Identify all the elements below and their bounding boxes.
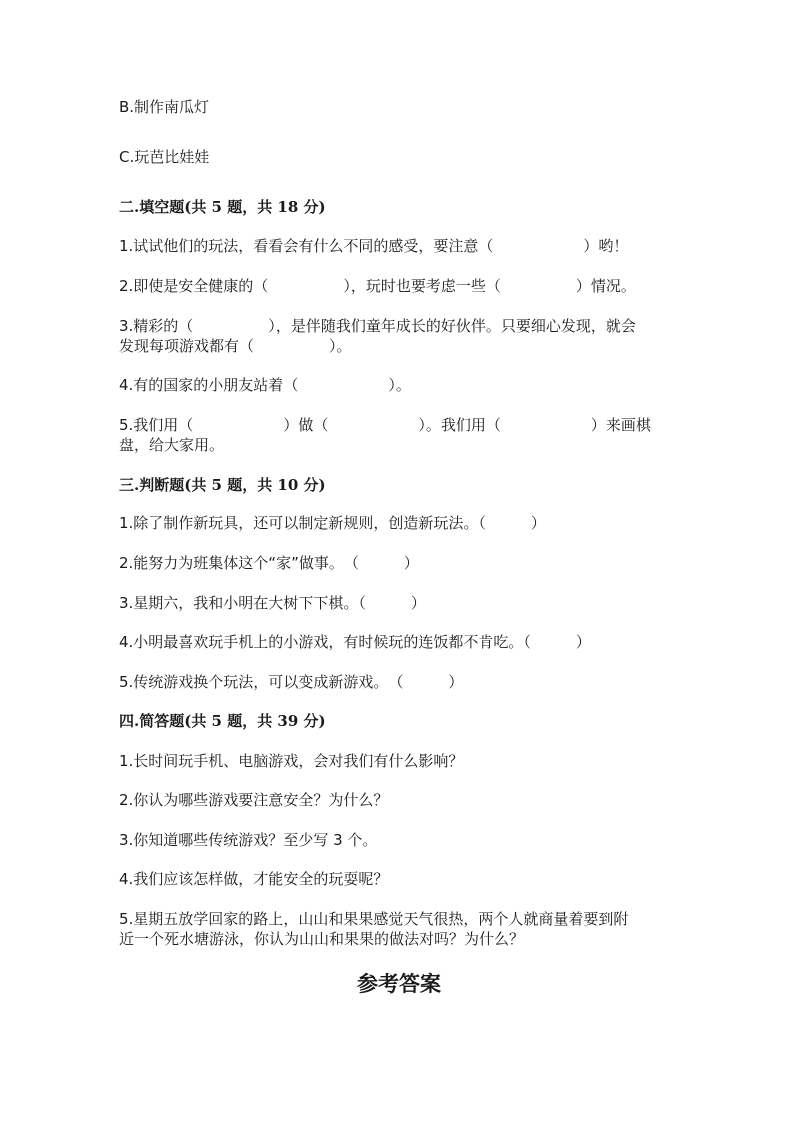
short-answer-question-5-line-1: 5.星期五放学回家的路上，山山和果果感觉天气很热，两个人就商量着要到附 <box>119 910 629 928</box>
option-b: B.制作南瓜灯 <box>119 98 210 116</box>
option-c: C.玩芭比娃娃 <box>119 148 210 166</box>
true-false-question-3: 3.星期六，我和小明在大树下下棋。（ ） <box>119 594 426 612</box>
fill-in-question-5-line-2: 盘，给大家用。 <box>119 436 225 454</box>
short-answer-question-2: 2.你认为哪些游戏要注意安全？为什么？ <box>119 791 389 809</box>
fill-in-question-5-line-1: 5.我们用（ ）做（ ）。我们用（ ）来画棋 <box>119 416 651 434</box>
fill-in-question-3-line-1: 3.精彩的（ ），是伴随我们童年成长的好伙伴。只要细心发现，就会 <box>119 317 636 335</box>
short-answer-question-5-line-2: 近一个死水塘游泳，你认为山山和果果的做法对吗？为什么？ <box>119 930 525 948</box>
answer-key-title: 参考答案 <box>357 971 441 996</box>
true-false-question-5: 5.传统游戏换个玩法，可以变成新游戏。 （ ） <box>119 673 464 691</box>
true-false-question-2: 2.能努力为班集体这个“家”做事。 （ ） <box>119 554 419 572</box>
section-heading-true-false: 三.判断题(共 5 题，共 10 分) <box>119 476 326 494</box>
short-answer-question-4: 4.我们应该怎样做，才能安全的玩耍呢？ <box>119 870 389 888</box>
section-heading-fill-in: 二.填空题(共 5 题，共 18 分) <box>119 198 326 216</box>
fill-in-question-4: 4.有的国家的小朋友站着（ ）。 <box>119 376 411 394</box>
short-answer-question-1: 1.长时间玩手机、电脑游戏，会对我们有什么影响？ <box>119 752 464 770</box>
short-answer-question-3: 3.你知道哪些传统游戏？至少写 3 个。 <box>119 831 378 849</box>
fill-in-question-3-line-2: 发现每项游戏都有（ ）。 <box>119 337 352 355</box>
fill-in-question-2: 2.即使是安全健康的（ ），玩时也要考虑一些（ ）情况。 <box>119 277 636 295</box>
true-false-question-4: 4.小明最喜欢玩手机上的小游戏，有时候玩的连饭都不肯吃。（ ） <box>119 633 591 651</box>
fill-in-question-1: 1.试试他们的玩法，看看会有什么不同的感受，要注意（ ）哟！ <box>119 237 629 255</box>
section-heading-short-answer: 四.简答题(共 5 题，共 39 分) <box>119 712 326 730</box>
true-false-question-1: 1.除了制作新玩具，还可以制定新规则，创造新玩法。（ ） <box>119 514 546 532</box>
